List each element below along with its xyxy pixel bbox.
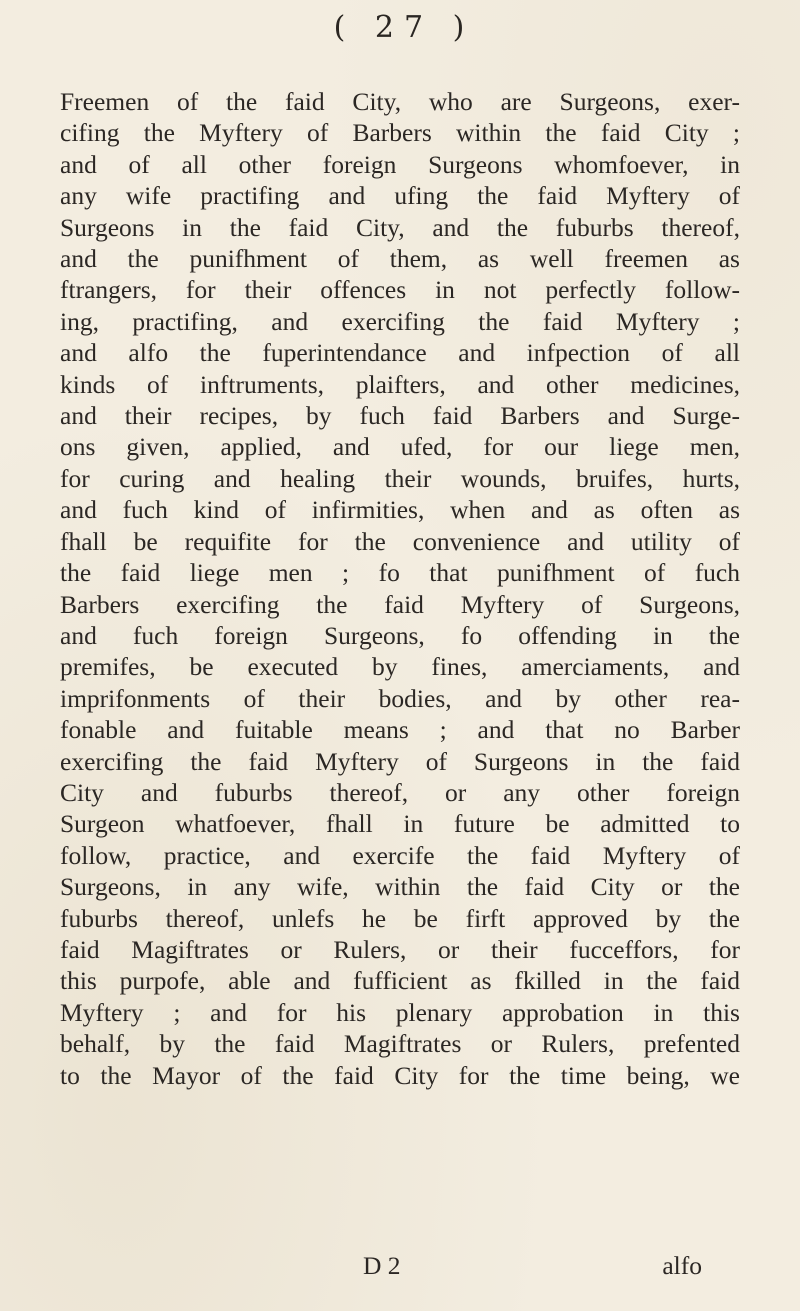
catchword: alfo [662,1251,702,1280]
signature-mark: D 2 [363,1251,401,1280]
body-text: Freemen of the faid City, who are Surgeons, exer- cifing the Myftery of Barbers within the faid City ; and of all other foreign Surgeons whomfoever, in any wife practifing and ufing the faid Myftery of Surgeons in the faid City, and the fuburbs thereof, and the punifhment of them, as well freemen as ftrangers, for their offences in not perfectly follow- ing, practifing, and exercifing the faid Myftery ; and alfo the fuperintendance and infpection of all kinds of inftruments, plaifters, and other medicines, and their recipes, by fuch faid Barbers and Surge- ons given, applied, and ufed, for our liege men, for curing and healing their wounds, bruifes, hurts, and fuch kind of infirmities, when and as often as fhall be requifite for the convenience and utility of the faid liege men ; fo that punifhment of fuch Barbers exercifing the faid Myftery of Surgeons, and fuch foreign Surgeons, fo offending in the premifes, be executed by fines, amerciaments, and imprifonments of their bodies, and by other rea- fonable and fuitable means ; and that no Barber exercifing the faid Myftery of Surgeons in the faid City and fuburbs thereof, or any other foreign Surgeon whatfoever, fhall in future be admitted to follow, practice, and exercife the faid Myftery of Surgeons, in any wife, within the faid City or the fuburbs thereof, unlefs he be firft approved by the faid Magiftrates or Rulers, or their fucceffors, for this purpofe, able and fufficient as fkilled in the faid Myftery ; and for his plenary approbation in this behalf, by the faid Magiftrates or Rulers, prefented to the Mayor of the faid City for the time being, we [60,87,740,1090]
page-number: ( 27 ) [333,10,475,45]
